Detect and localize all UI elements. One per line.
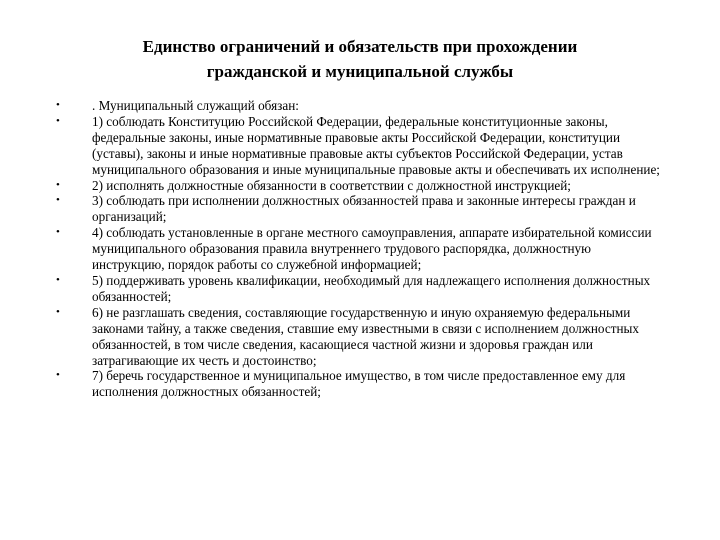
- list-item-text: 4) соблюдать установленные в органе местного самоуправления, аппарате избирательной комиссии муниципального образования правила внутреннего трудового распорядка, должностную инструкцию, порядок работы со служебной информацией;: [92, 225, 652, 273]
- bullet-icon: •: [56, 114, 60, 127]
- bullet-icon: •: [56, 305, 60, 318]
- list-item-text: . Муниципальный служащий обязан:: [92, 98, 299, 113]
- list-item: [56, 178, 666, 194]
- list-item: [56, 114, 666, 178]
- title-line-1: Единство ограничений и обязательств при прохождении: [142, 37, 578, 56]
- bullet-icon: •: [56, 369, 60, 382]
- list-item: [56, 368, 666, 400]
- list-item-text: 6) не разглашать сведения, составляющие государственную и иную охраняемую федеральными законами тайну, а также сведения, ставшие ему известными в связи с исполнением должностных обязанностей, в том числе сведения, касающиеся частной жизни и здоровья граждан или затрагивающие их честь и достоинство;: [92, 304, 639, 368]
- bullet-list: [56, 98, 666, 400]
- list-item: [56, 193, 666, 225]
- bullet-icon: •: [56, 194, 60, 207]
- list-item-text: 3) соблюдать при исполнении должностных обязанностей права и законные интересы граждан и организаций;: [92, 193, 636, 225]
- list-item: [56, 273, 666, 305]
- list-item: [56, 305, 666, 369]
- bullet-icon: •: [56, 273, 60, 286]
- title-line-2: гражданской и муниципальной службы: [206, 62, 514, 81]
- bullet-icon: •: [56, 226, 60, 239]
- list-item-text: 5) поддерживать уровень квалификации, необходимый для надлежащего исполнения должностных обязанностей;: [92, 272, 651, 304]
- bullet-icon: •: [56, 178, 60, 191]
- bullet-icon: •: [56, 99, 60, 111]
- slide-title: [60, 34, 660, 84]
- list-item: [56, 98, 666, 114]
- list-item-text: 1) соблюдать Конституцию Российской Федерации, федеральные конституционные законы, федеральные законы, иные нормативные правовые акты Российской Федерации, конституции (уставы), законы и иные нормативные правовые акты субъектов Российской Федерации, устав муниципального образования и иные муниципальные правовые акты и обеспечивать их исполнение;: [92, 113, 660, 177]
- list-item-text: 7) беречь государственное и муниципальное имущество, в том числе предоставленное ему для исполнения должностных обязанностей;: [92, 368, 626, 400]
- list-item-text: 2) исполнять должностные обязанности в соответствии с должностной инструкцией;: [92, 177, 571, 193]
- list-item: [56, 225, 666, 273]
